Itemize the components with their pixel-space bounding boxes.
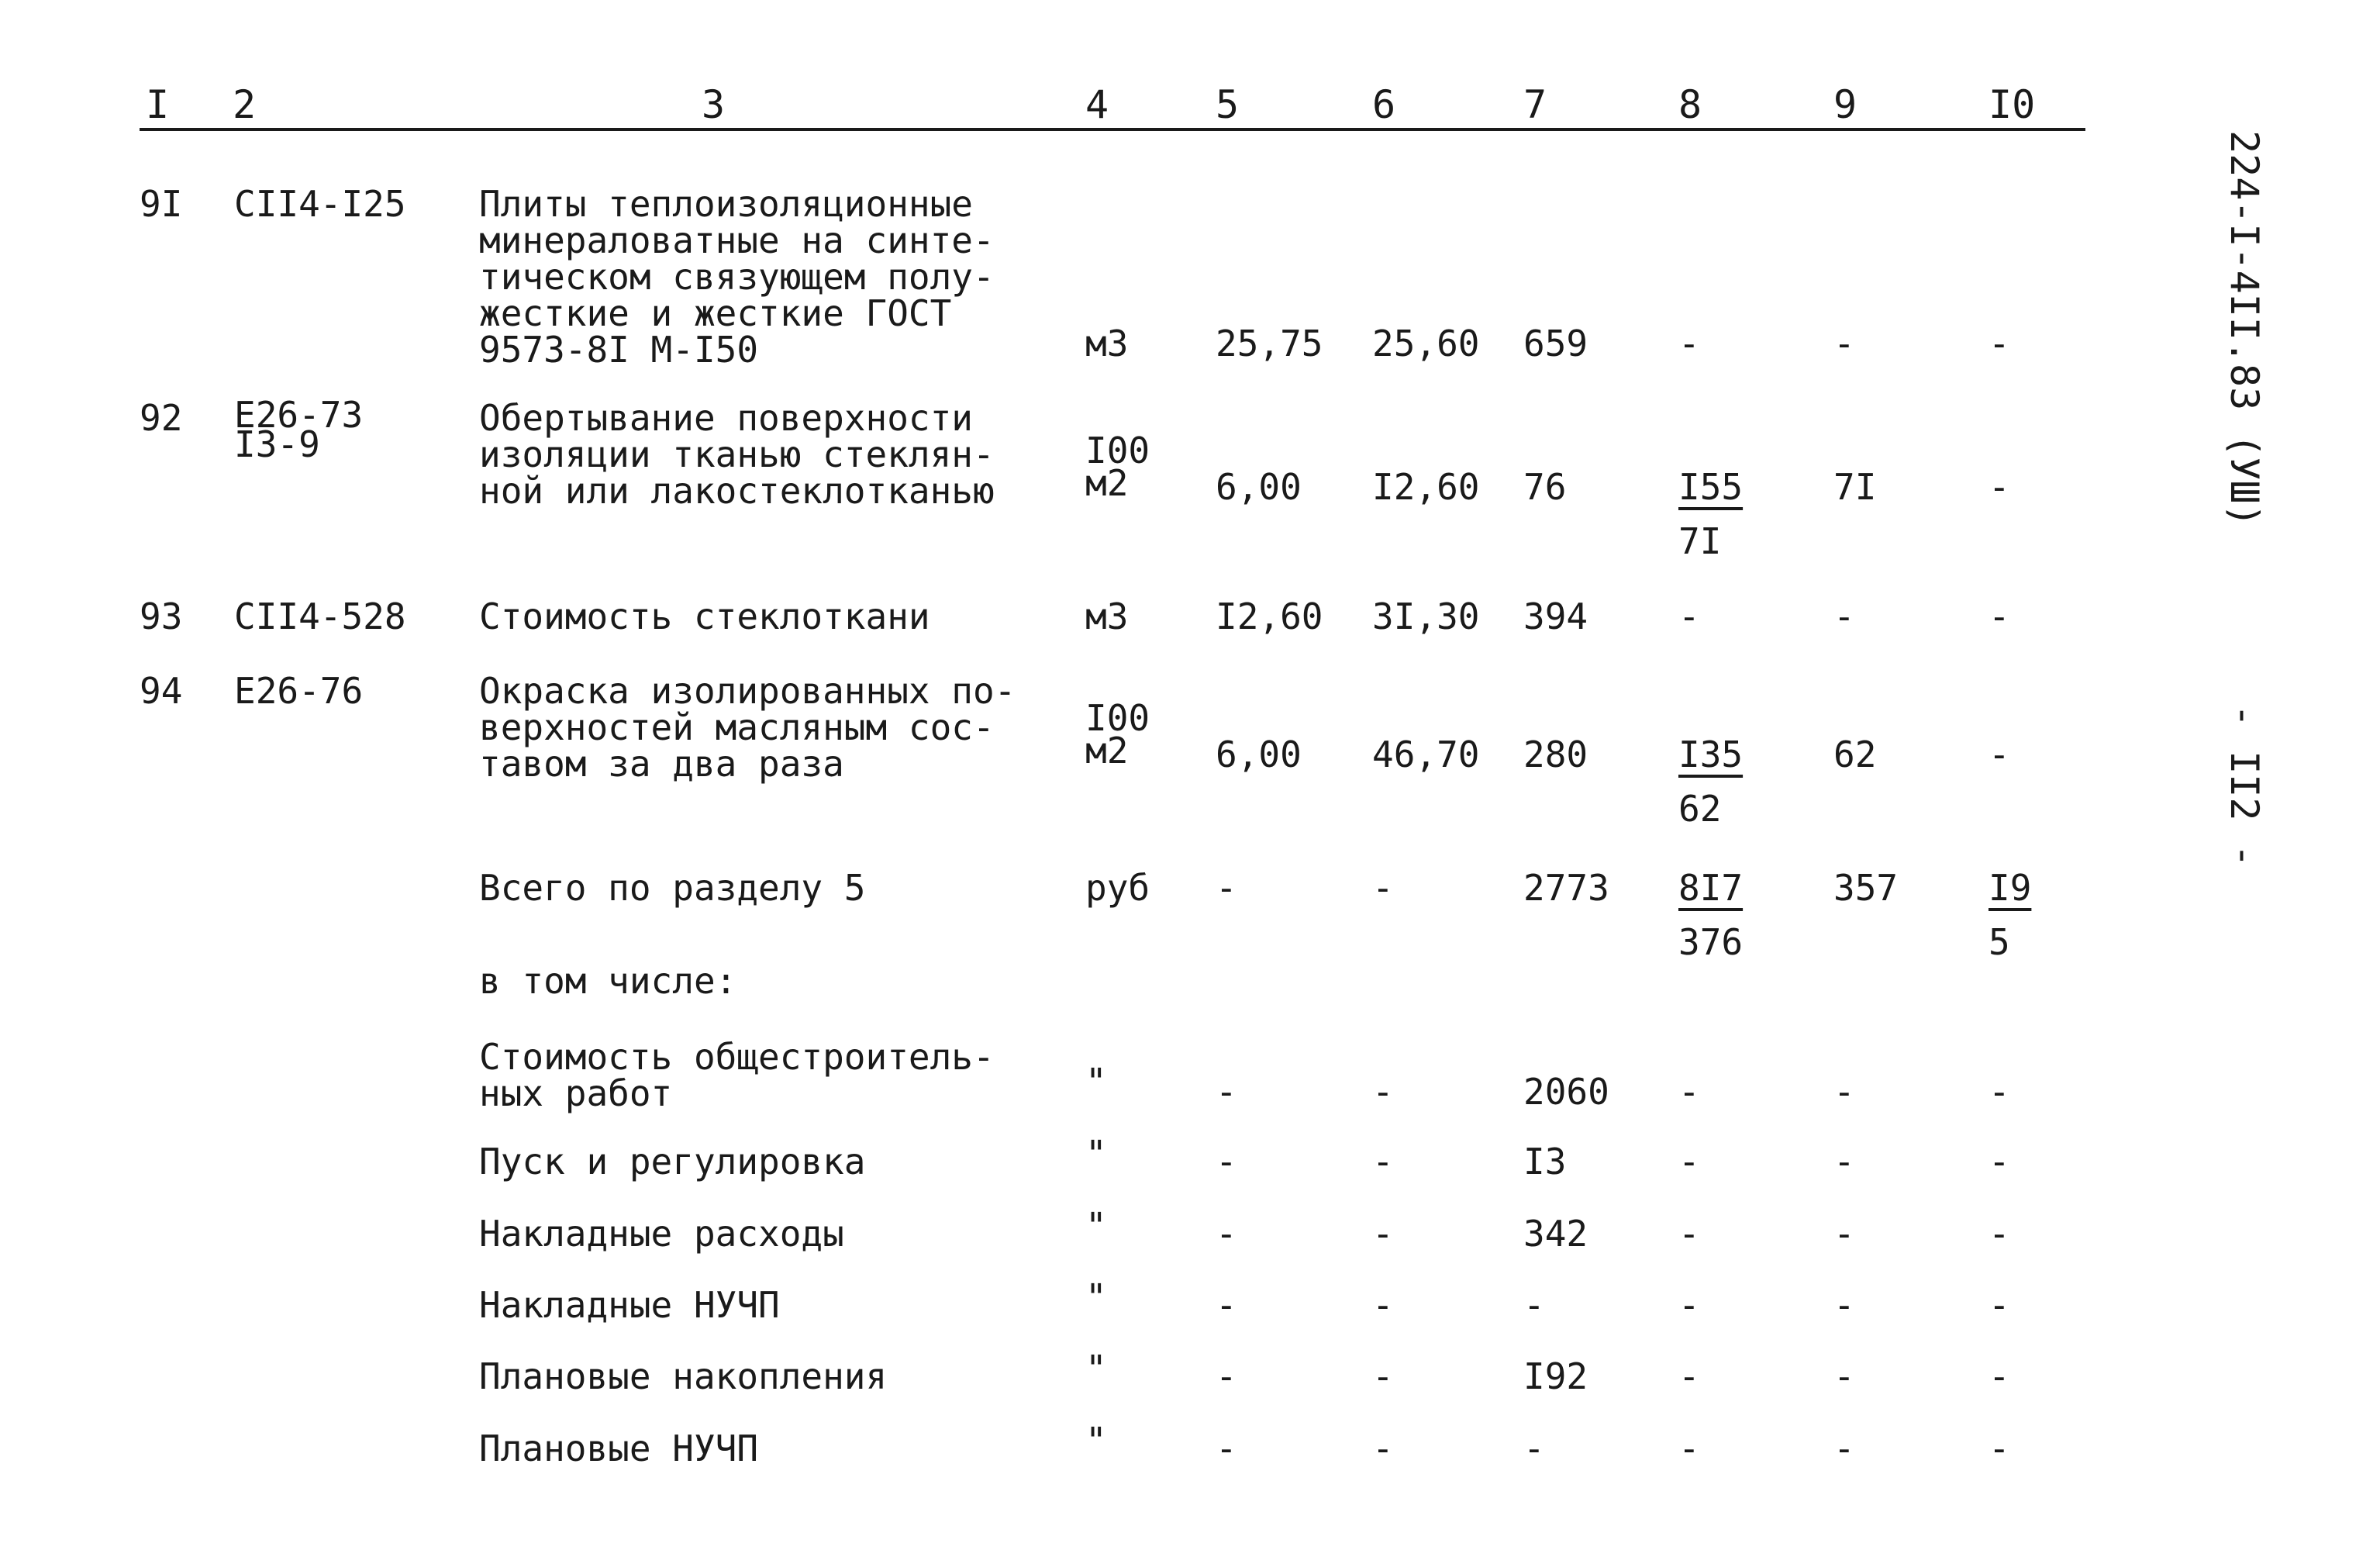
quantity: - [1216,1284,1237,1326]
unit: " [1085,1205,1107,1247]
total-cost: 2060 [1523,1071,1609,1113]
unit: " [1085,1420,1107,1462]
col-header-4: 4 [1085,82,1109,127]
unit: " [1085,1133,1107,1175]
col10-value: - [1989,1428,2010,1469]
machine-cost: 357 [1833,867,1899,909]
price-code: Е26-73 I3-9 [234,394,364,465]
wage-cost: - [1678,1355,1700,1397]
wage-cost: I55 [1678,466,1744,508]
quantity: - [1216,1071,1237,1113]
wage-cost: 8I7 [1678,867,1744,909]
col10-value: - [1989,1071,2010,1113]
row-number: 94 [140,670,183,712]
work-description: Накладные расходы [479,1213,844,1255]
col-header-2: 2 [233,82,257,127]
quantity: 6,00 [1216,734,1302,775]
work-description: Обертывание поверхности изоляции тканью стеклян- ной или лакостеклотканью [479,397,995,512]
col-header-8: 8 [1678,82,1702,127]
work-description: Плановые НУЧП [479,1428,759,1469]
unit-cost: - [1372,1071,1394,1113]
price-code: СII4-528 [234,596,406,637]
machine-cost: - [1833,323,1855,364]
total-cost: I3 [1523,1141,1567,1182]
wage-cost: - [1678,1141,1700,1182]
wage-cost-denominator: 376 [1678,921,1744,963]
col-header-5: 5 [1216,82,1240,127]
machine-cost: 7I [1833,466,1877,508]
quantity: - [1216,867,1237,909]
unit-cost: - [1372,1355,1394,1397]
unit: I00 м2 [1085,430,1150,504]
wage-cost-denominator: 62 [1678,788,1722,830]
col10-value: - [1989,734,2010,775]
quantity: - [1216,1213,1237,1255]
quantity: - [1216,1428,1237,1469]
quantity: - [1216,1355,1237,1397]
unit: I00 м2 [1085,697,1150,772]
total-cost: I92 [1523,1355,1588,1397]
work-description: Стоимость стеклоткани [479,596,930,637]
wage-cost: - [1678,323,1700,364]
machine-cost: - [1833,1213,1855,1255]
row-number: 92 [140,397,183,439]
header-rule [140,128,2085,131]
col-header-1: I [146,82,170,127]
total-label: Всего по разделу 5 [479,867,866,909]
price-code: Е26-76 [234,670,364,712]
total-cost: 280 [1523,734,1588,775]
unit: руб [1085,867,1150,909]
wage-cost: I35 [1678,734,1744,775]
page-number: - II2 - [2222,704,2267,868]
machine-cost: 62 [1833,734,1877,775]
unit-cost: I2,60 [1372,466,1480,508]
wage-cost: - [1678,1071,1700,1113]
unit: м3 [1085,323,1129,364]
row-number: 9I [140,183,183,225]
machine-cost: - [1833,596,1855,637]
total-cost: 342 [1523,1213,1588,1255]
quantity: - [1216,1141,1237,1182]
unit-cost: - [1372,1284,1394,1326]
col-header-10: I0 [1989,82,2036,127]
work-description: Плановые накопления [479,1355,888,1397]
work-description: Плиты теплоизоляционные минераловатные на синте- тическом связующем полу- жесткие и жесткие ГОСТ 9573-8I М-I50 [479,183,995,371]
col-header-9: 9 [1833,82,1857,127]
quantity: I2,60 [1216,596,1323,637]
price-code: СII4-I25 [234,183,406,225]
col-header-7: 7 [1523,82,1547,127]
unit-cost: - [1372,1213,1394,1255]
wage-cost: - [1678,596,1700,637]
col10-value: - [1989,466,2010,508]
document-code: 224-I-4II.83 (УШ) [2222,130,2267,527]
machine-cost: - [1833,1071,1855,1113]
wage-cost: - [1678,1284,1700,1326]
col10-value: - [1989,1213,2010,1255]
machine-cost: - [1833,1355,1855,1397]
col10-denominator: 5 [1989,921,2010,963]
unit-cost: 25,60 [1372,323,1480,364]
col-header-3: 3 [702,82,726,127]
unit: " [1085,1348,1107,1390]
work-description: Окраска изолированных по- верхностей масляным сос- тавом за два раза [479,670,1016,785]
including-label: в том числе: [479,960,737,1002]
wage-cost-denominator: 7I [1678,520,1722,562]
wage-cost: - [1678,1428,1700,1469]
unit-cost: - [1372,1141,1394,1182]
total-cost: - [1523,1284,1545,1326]
col10-value: - [1989,1355,2010,1397]
quantity: 6,00 [1216,466,1302,508]
col10-value: - [1989,1141,2010,1182]
unit: " [1085,1276,1107,1318]
col10-value: - [1989,596,2010,637]
quantity: 25,75 [1216,323,1323,364]
unit: " [1085,1061,1107,1103]
total-cost: - [1523,1428,1545,1469]
unit-cost: 3I,30 [1372,596,1480,637]
machine-cost: - [1833,1141,1855,1182]
wage-cost: - [1678,1213,1700,1255]
unit-cost: 46,70 [1372,734,1480,775]
work-description: Стоимость общестроитель- ных работ [479,1036,995,1114]
machine-cost: - [1833,1428,1855,1469]
col10-value: - [1989,1284,2010,1326]
col10-value: - [1989,323,2010,364]
machine-cost: - [1833,1284,1855,1326]
work-description: Пуск и регулировка [479,1141,866,1182]
unit-cost: - [1372,1428,1394,1469]
unit: м3 [1085,596,1129,637]
row-number: 93 [140,596,183,637]
total-cost: 2773 [1523,867,1609,909]
col-header-6: 6 [1372,82,1396,127]
total-cost: 394 [1523,596,1588,637]
unit-cost: - [1372,867,1394,909]
col10-value: I9 [1989,867,2032,909]
work-description: Накладные НУЧП [479,1284,780,1326]
total-cost: 659 [1523,323,1588,364]
total-cost: 76 [1523,466,1567,508]
